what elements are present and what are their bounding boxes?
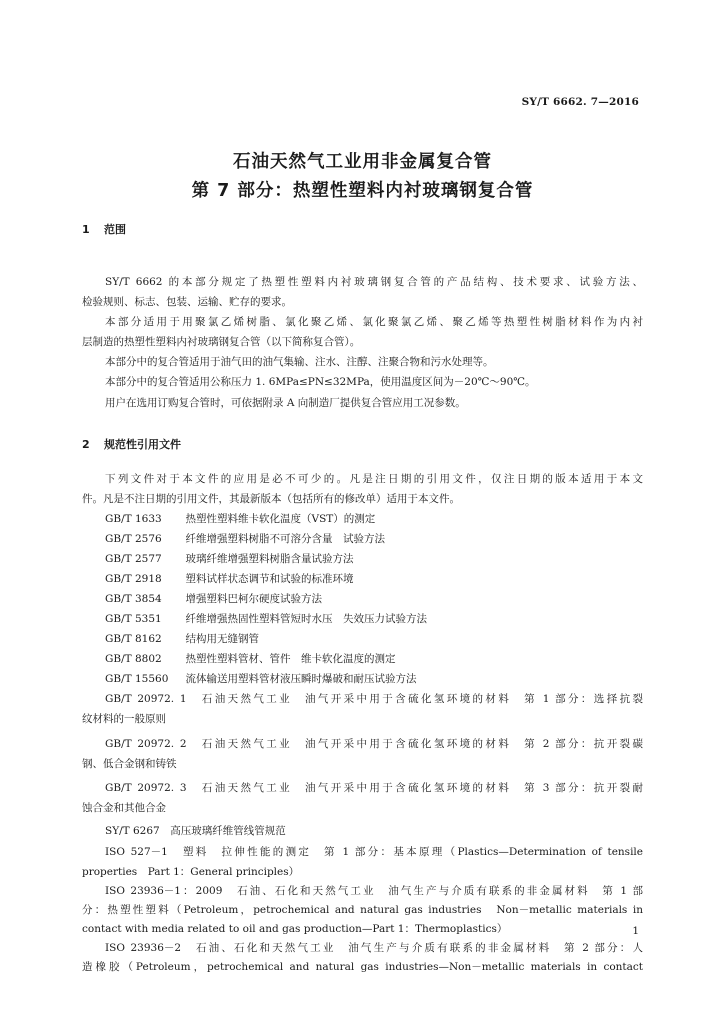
reference-item	[105, 572, 354, 586]
reference-title: 结构用无缝钢管	[185, 633, 259, 645]
reference-line: properties Part 1：General principles）	[82, 866, 300, 878]
page-number: 1	[632, 925, 639, 937]
reference-item	[105, 672, 417, 686]
reference-title: 玻璃纤维增强塑料树脂含量试验方法	[185, 553, 354, 565]
reference-line: 分：热塑性塑料（Petroleum，petrochemical and natural gas industries Non－metallic materials in	[82, 904, 643, 916]
standard-code: SY/T 6662. 7—2016	[521, 96, 639, 108]
paragraph-line: 本部分适用于用聚氯乙烯树脂、氯化聚乙烯、氯化聚氯乙烯、聚乙烯等热塑性树脂材料作为内衬	[105, 316, 643, 328]
reference-line: GB/T 20972. 1 石油天然气工业 油气开采中用于含硫化氢环境的材料 第 1 部分：选择抗裂	[105, 693, 643, 705]
reference-code: GB/T 2918	[105, 573, 162, 585]
reference-line: ISO 527－1 塑料 拉伸性能的测定 第 1 部分：基本原理（Plastics—Determination of tensile	[105, 846, 643, 858]
reference-code: GB/T 5351	[105, 613, 162, 625]
reference-line: 钢、低合金钢和铸铁	[82, 758, 177, 770]
paragraph-line: 层制造的热塑性塑料内衬玻璃钢复合管（以下简称复合管）。	[82, 336, 361, 348]
reference-item	[105, 632, 259, 646]
reference-item	[105, 612, 427, 626]
reference-title: 热塑性塑料管材、管件 维卡软化温度的测定	[185, 653, 396, 665]
reference-code: GB/T 3854	[105, 593, 162, 605]
paragraph-line: SY/T 6662 的本部分规定了热塑性塑料内衬玻璃钢复合管的产品结构、技术要求、试验方法、	[105, 276, 643, 288]
reference-code: GB/T 1633	[105, 513, 162, 525]
reference-title: 纤维增强塑料树脂不可溶分含量 试验方法	[185, 533, 385, 545]
paragraph-line: 件。凡是不注日期的引用文件，其最新版本（包括所有的修改单）适用于本文件。	[82, 493, 460, 505]
section-title: 规范性引用文件	[104, 438, 181, 451]
reference-line: 造橡胶（Petroleum，petrochemical and natural gas industries—Non－metallic materials in contact	[82, 961, 643, 973]
title-line-1: 石油天然气工业用非金属复合管	[233, 152, 492, 172]
paragraph-line: 用户在选用订购复合管时，可依据附录 A 向制造厂提供复合管应用工况参数。	[105, 397, 466, 409]
reference-code: GB/T 8802	[105, 653, 162, 665]
section-1-heading	[82, 221, 126, 237]
reference-line: GB/T 20972. 2 石油天然气工业 油气开采中用于含硫化氢环境的材料 第 2 部分：抗开裂碳	[105, 738, 643, 750]
reference-item	[105, 552, 354, 566]
reference-code: GB/T 15560	[105, 673, 169, 685]
paragraph-line: 下列文件对于本文件的应用是必不可少的。凡是注日期的引用文件，仅注日期的版本适用于本文	[105, 473, 643, 485]
reference-code: GB/T 2576	[105, 533, 162, 545]
reference-line: ISO 23936－2 石油、石化和天然气工业 油气生产与介质有联系的非金属材料 第 2 部分：人	[105, 942, 643, 954]
reference-title: 增强塑料巴柯尔硬度试验方法	[185, 593, 322, 605]
reference-line: 蚀合金和其他合金	[82, 802, 166, 814]
section-2-heading	[82, 436, 181, 452]
reference-line: ISO 23936－1：2009 石油、石化和天然气工业 油气生产与介质有联系的非金属材料 第 1 部	[105, 885, 643, 897]
reference-title: 热塑性塑料维卡软化温度（VST）的测定	[185, 513, 376, 525]
reference-item	[105, 512, 375, 526]
reference-title: 塑料试样状态调节和试验的标准环境	[185, 573, 354, 585]
reference-title: 纤维增强热固性塑料管短时水压 失效压力试验方法	[185, 613, 427, 625]
reference-line: SY/T 6267 高压玻璃纤维管线管规范	[105, 825, 286, 837]
title-line-2: 第 7 部分：热塑性塑料内衬玻璃钢复合管	[191, 181, 534, 201]
reference-item	[105, 652, 396, 666]
reference-title: 流体输送用塑料管材液压瞬时爆破和耐压试验方法	[185, 673, 417, 685]
section-title: 范围	[104, 223, 126, 236]
paragraph-line: 本部分中的复合管适用于油气田的油气集输、注水、注醇、注聚合物和污水处理等。	[105, 356, 494, 368]
section-number: 1	[82, 223, 90, 236]
reference-line: 纹材料的一般原则	[82, 713, 166, 725]
reference-item	[105, 592, 322, 606]
section-number: 2	[82, 438, 90, 451]
paragraph-line: 检验规则、标志、包装、运输、贮存的要求。	[82, 296, 292, 308]
paragraph-line: 本部分中的复合管适用公称压力 1. 6MPa≤PN≤32MPa，使用温度区间为－20℃～90℃。	[105, 376, 536, 388]
reference-item	[105, 532, 385, 546]
reference-code: GB/T 2577	[105, 553, 162, 565]
reference-line: GB/T 20972. 3 石油天然气工业 油气开采中用于含硫化氢环境的材料 第 3 部分：抗开裂耐	[105, 782, 643, 794]
reference-line: contact with media related to oil and gas production—Part 1：Thermoplastics）	[82, 923, 508, 935]
reference-code: GB/T 8162	[105, 633, 162, 645]
